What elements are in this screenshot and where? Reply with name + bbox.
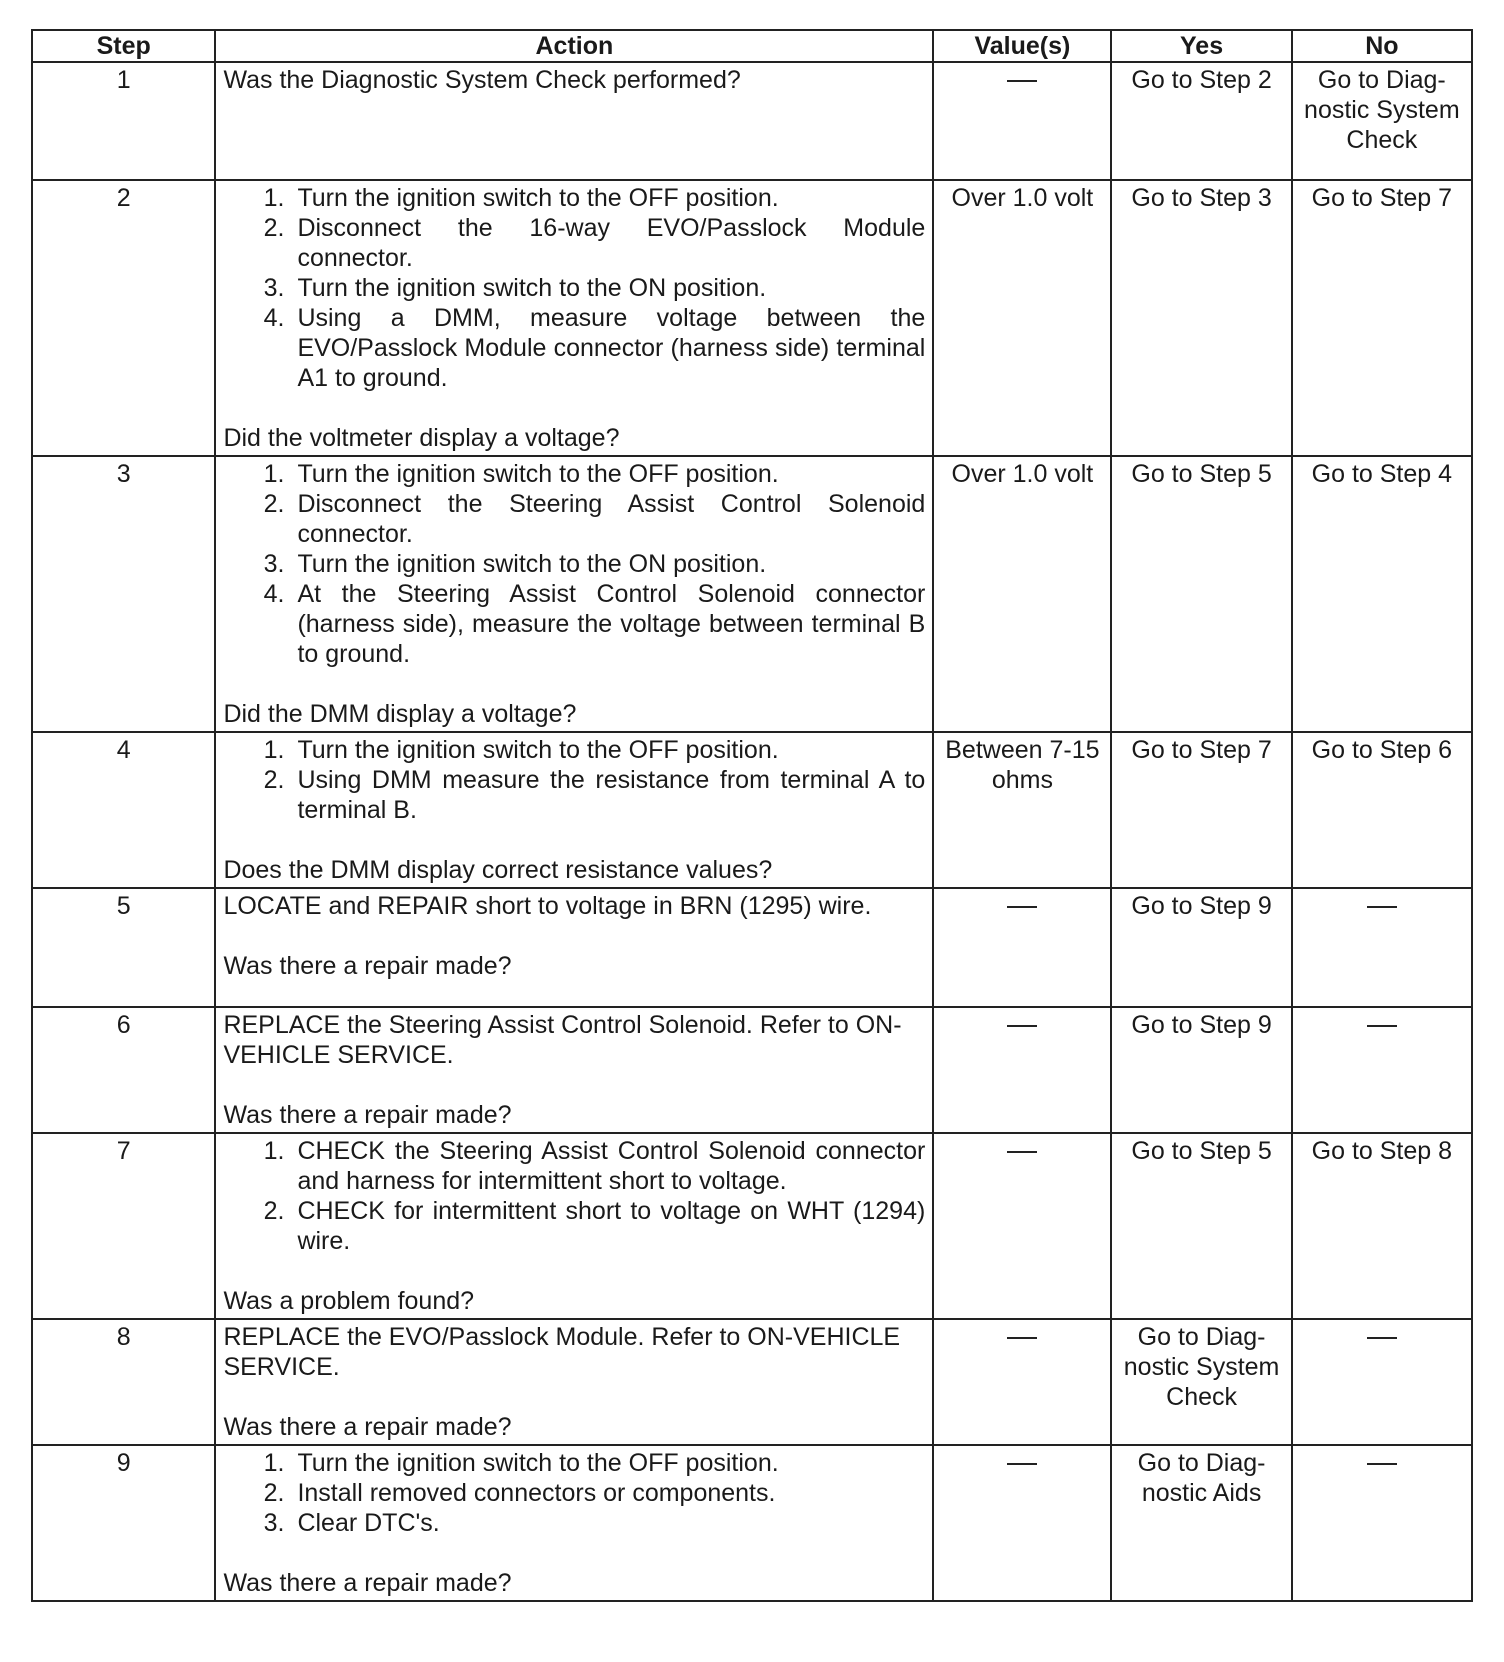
yes-text: Go to Step 3 [1131,184,1272,212]
step-number: 3 [32,456,215,732]
step-row [32,1007,1472,1133]
value-dash [1007,1337,1037,1339]
action-step-item: 2. Disconnect the 16-way EVO/Passlock Module connector. [291,213,925,273]
yes-text: Go to Step 5 [1131,1137,1272,1165]
value-cell [933,1445,1111,1601]
action-step-item: 2. Disconnect the Steering Assist Control Solenoid connector. [291,489,925,549]
step-row [32,1319,1472,1445]
value-text: Between 7-15 ohms [945,736,1100,794]
step-number: 6 [32,1007,215,1133]
action-question: Does the DMM display correct resistance values? [223,856,773,884]
yes-cell [1111,180,1291,456]
step-row [32,456,1472,732]
action-step-item: 4. Using a DMM, measure voltage between the EVO/Passlock Module connector (harness side) terminal A1 to ground. [291,303,925,393]
header-row [32,30,1472,62]
action-text: Was the Diagnostic System Check performed? [223,66,741,94]
action-step-item: 2. CHECK for intermittent short to voltage on WHT (1294) wire. [291,1196,925,1256]
header-step: Step [32,30,215,62]
yes-cell [1111,732,1291,888]
action-question: Was there a repair made? [223,1569,512,1597]
yes-cell [1111,1319,1291,1445]
action-cell [215,1007,933,1133]
step-number: 7 [32,1133,215,1319]
yes-text: Go to Step 5 [1131,460,1272,488]
no-dash [1367,906,1397,908]
step-number: 2 [32,180,215,456]
action-steps-list [223,735,925,825]
no-cell [1292,180,1472,456]
value-cell [933,180,1111,456]
action-cell [215,1319,933,1445]
yes-text: Go to Step 7 [1131,736,1272,764]
action-text: REPLACE the Steering Assist Control Solenoid. Refer to ON-VEHICLE SERVICE. [223,1011,902,1069]
no-cell [1292,62,1472,180]
action-step-item: 1. Turn the ignition switch to the OFF position. [291,735,925,765]
action-step-item: 3. Turn the ignition switch to the ON position. [291,549,925,579]
spacer [223,1256,925,1286]
value-dash [1007,1463,1037,1465]
no-cell [1292,456,1472,732]
no-text: Go to Step 7 [1311,184,1453,212]
action-step-item: 2. Using DMM measure the resistance from terminal A to terminal B. [291,765,925,825]
yes-text: Go to Step 9 [1131,1011,1272,1039]
value-dash [1007,1151,1037,1153]
value-cell [933,732,1111,888]
no-cell [1292,1319,1472,1445]
header-action: Action [215,30,933,62]
value-cell [933,456,1111,732]
yes-cell [1111,1133,1291,1319]
action-steps-list [223,1448,925,1538]
spacer [223,921,925,951]
step-row [32,62,1472,180]
no-cell [1292,1133,1472,1319]
spacer [223,1070,925,1100]
no-cell [1292,888,1472,1007]
action-steps-list [223,1136,925,1256]
value-text: Over 1.0 volt [951,460,1094,488]
action-step-item: 1. CHECK the Steering Assist Control Solenoid connector and harness for intermittent short to voltage. [291,1136,925,1196]
step-number: 9 [32,1445,215,1601]
value-cell [933,1007,1111,1133]
step-row [32,1133,1472,1319]
spacer [223,825,925,855]
action-question: Was a problem found? [223,1287,475,1315]
step-row [32,180,1472,456]
value-dash [1007,80,1037,82]
step-number: 8 [32,1319,215,1445]
spacer [223,1382,925,1412]
yes-text: Go to Diag-nostic System Check [1123,1323,1280,1411]
no-dash [1367,1463,1397,1465]
value-cell [933,888,1111,1007]
action-step-item: 1. Turn the ignition switch to the OFF position. [291,459,925,489]
spacer [223,393,925,423]
yes-cell [1111,62,1291,180]
no-dash [1367,1337,1397,1339]
no-text: Go to Diag-nostic System Check [1304,66,1460,154]
yes-cell [1111,456,1291,732]
no-cell [1292,732,1472,888]
value-dash [1007,906,1037,908]
action-step-item: 3. Turn the ignition switch to the ON position. [291,273,925,303]
step-number: 1 [32,62,215,180]
yes-text: Go to Step 2 [1131,66,1272,94]
action-question: Did the voltmeter display a voltage? [223,424,620,452]
header-yes: Yes [1111,30,1291,62]
step-number: 5 [32,888,215,1007]
spacer [223,669,925,699]
action-cell [215,1445,933,1601]
action-cell [215,732,933,888]
header-values: Value(s) [933,30,1111,62]
action-cell [215,62,933,180]
action-question: Was there a repair made? [223,1101,512,1129]
action-step-item: 3. Clear DTC's. [291,1508,925,1538]
yes-text: Go to Step 9 [1131,892,1272,920]
action-text: LOCATE and REPAIR short to voltage in BRN (1295) wire. [223,892,872,920]
action-question: Was there a repair made? [223,952,512,980]
step-row [32,888,1472,1007]
step-row [32,732,1472,888]
value-dash [1007,1025,1037,1027]
value-cell [933,62,1111,180]
no-text: Go to Step 6 [1311,736,1453,764]
no-dash [1367,1025,1397,1027]
action-text: REPLACE the EVO/Passlock Module. Refer to ON-VEHICLE SERVICE. [223,1323,901,1381]
yes-cell [1111,1007,1291,1133]
yes-cell [1111,888,1291,1007]
action-cell [215,888,933,1007]
diagnostic-table [31,29,1473,1602]
step-row [32,1445,1472,1601]
yes-cell [1111,1445,1291,1601]
step-number: 4 [32,732,215,888]
action-step-item: 2. Install removed connectors or components. [291,1478,925,1508]
no-text: Go to Step 4 [1311,460,1453,488]
no-text: Go to Step 8 [1311,1137,1453,1165]
action-step-item: 1. Turn the ignition switch to the OFF position. [291,1448,925,1478]
no-cell [1292,1445,1472,1601]
header-no: No [1292,30,1472,62]
action-step-item: 1. Turn the ignition switch to the OFF position. [291,183,925,213]
action-steps-list [223,183,925,393]
yes-text: Go to Diag-nostic Aids [1137,1449,1266,1507]
spacer [223,1538,925,1568]
action-question: Did the DMM display a voltage? [223,700,577,728]
action-cell [215,1133,933,1319]
action-question: Was there a repair made? [223,1413,512,1441]
value-cell [933,1133,1111,1319]
value-cell [933,1319,1111,1445]
no-cell [1292,1007,1472,1133]
action-step-item: 4. At the Steering Assist Control Solenoid connector (harness side), measure the voltage between terminal B to ground. [291,579,925,669]
action-cell [215,456,933,732]
action-cell [215,180,933,456]
value-text: Over 1.0 volt [951,184,1094,212]
action-steps-list [223,459,925,669]
